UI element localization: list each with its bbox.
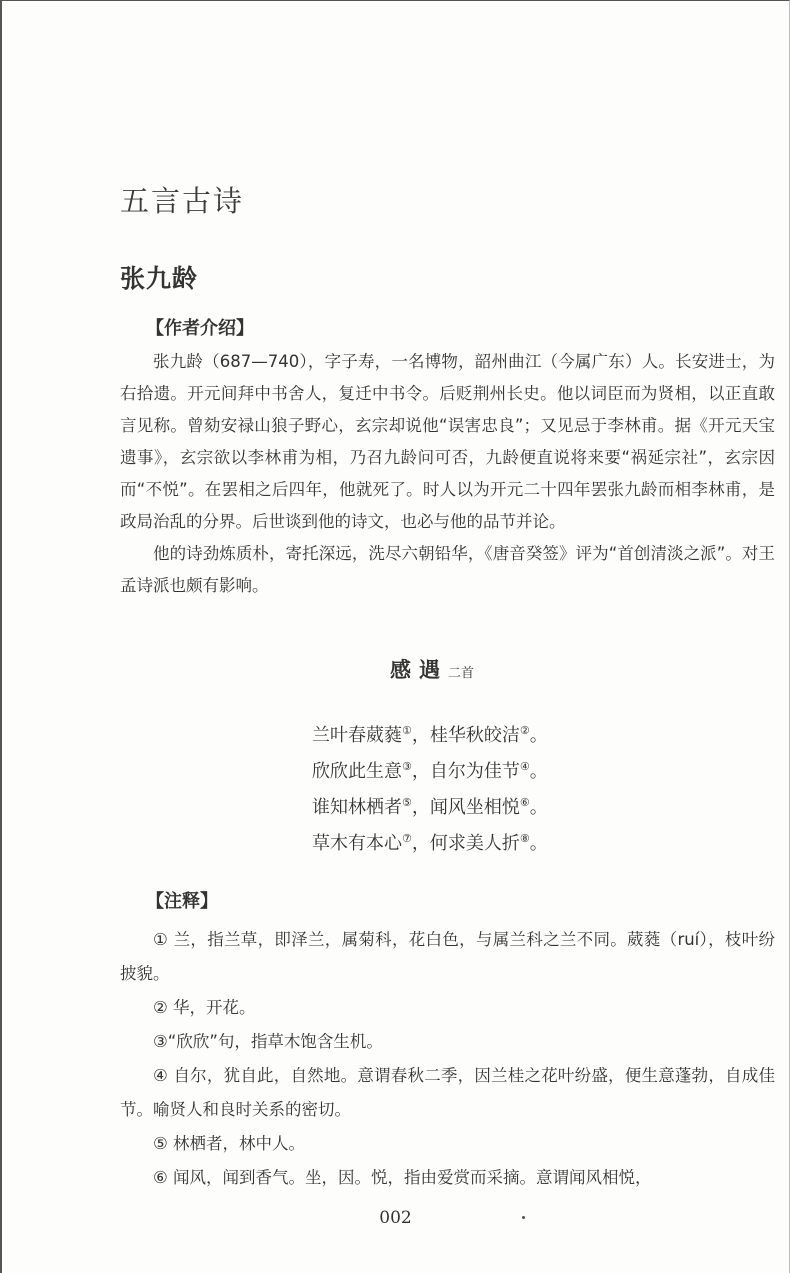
author-intro-heading: 【作者介绍】	[146, 318, 254, 339]
notes-heading: 【注释】	[146, 891, 218, 912]
poem-line	[312, 718, 548, 754]
footnote-marker: ⑦	[402, 832, 412, 845]
poem-text: 欣欣此生意	[312, 761, 402, 782]
note-item: ② 华，开花。	[153, 998, 256, 1017]
poem-text: 。	[529, 833, 548, 854]
footnote-marker: ②	[519, 724, 530, 737]
poem-title-text: 感遇	[390, 658, 448, 682]
poem-line	[312, 826, 548, 862]
poem-title	[390, 654, 474, 684]
poem-text: 。	[529, 725, 548, 746]
poem-subtitle: 二首	[448, 666, 475, 681]
poem-line	[312, 790, 548, 826]
page-number-text: 002	[379, 1208, 412, 1228]
footnote-marker: ⑧	[519, 832, 530, 845]
poem-text: 。	[529, 797, 548, 818]
poem-text: ，自尔为佳节	[411, 761, 520, 782]
poem-line	[312, 754, 548, 790]
poem-body	[312, 718, 548, 862]
poem-text: ，何求美人折	[411, 833, 520, 854]
section-title: 五言古诗	[120, 184, 245, 218]
footnote-marker: ⑥	[519, 796, 530, 809]
page-number	[2, 1208, 789, 1228]
footnote-marker: ④	[519, 760, 530, 773]
note-item: ③“欣欣”句，指草木饱含生机。	[153, 1032, 383, 1051]
note-item: ⑥ 闻风，闻到香气。坐，因。悦，指由爱赏而采摘。意谓闻风相悦，	[153, 1168, 652, 1187]
poem-text: ，闻风坐相悦	[411, 797, 520, 818]
author-intro	[120, 346, 775, 602]
author-name: 张九龄	[120, 264, 199, 293]
intro-paragraph: 他的诗劲炼质朴，寄托深远，洗尽六朝铅华，《唐音癸签》评为“首创清淡之派”。对王孟诗派也颇有影响。	[120, 544, 775, 595]
note-item: ⑤ 林栖者，林中人。	[153, 1134, 306, 1153]
footnote-marker: ⑤	[402, 796, 412, 809]
poem-text: 谁知林栖者	[312, 797, 402, 818]
notes-list	[120, 923, 775, 1195]
poem-text: 草木有本心	[312, 833, 402, 854]
footnote-marker: ③	[402, 760, 412, 773]
intro-paragraph: 张九龄（687—740），字子寿，一名博物，韶州曲江（今属广东）人。长安进士，为右拾遗。开元间拜中书舍人，复迁中书令。后贬荆州长史。他以词臣而为贤相，以正直敢言见称。曾劾安禄山狼子野心，玄宗却说他“误害忠良”；又见忌于李林甫。据《开元天宝遗事》，玄宗欲以李林甫为相，乃召九龄问可否，九龄便直说将来要“祸延宗社”，玄宗因而“不悦”。在罢相之后四年，他就死了。时人以为开元二十四年罢张九龄而相李林甫，是政局治乱的分界。后世谈到他的诗文，也必与他的品节并论。	[120, 352, 775, 531]
poem-text: 。	[529, 761, 548, 782]
note-item: ① 兰，指兰草，即泽兰，属菊科，花白色，与属兰科之兰不同。葳蕤（ruí），枝叶纷披貌。	[120, 930, 775, 983]
note-item: ④ 自尔，犹自此，自然地。意谓春秋二季，因兰桂之花叶纷盛，便生意蓬勃，自成佳节。喻贤人和良时关系的密切。	[120, 1066, 775, 1119]
print-speck	[522, 1216, 525, 1219]
poem-text: ，桂华秋皎洁	[411, 725, 520, 746]
poem-text: 兰叶春葳蕤	[312, 725, 402, 746]
footnote-marker: ①	[402, 724, 412, 737]
